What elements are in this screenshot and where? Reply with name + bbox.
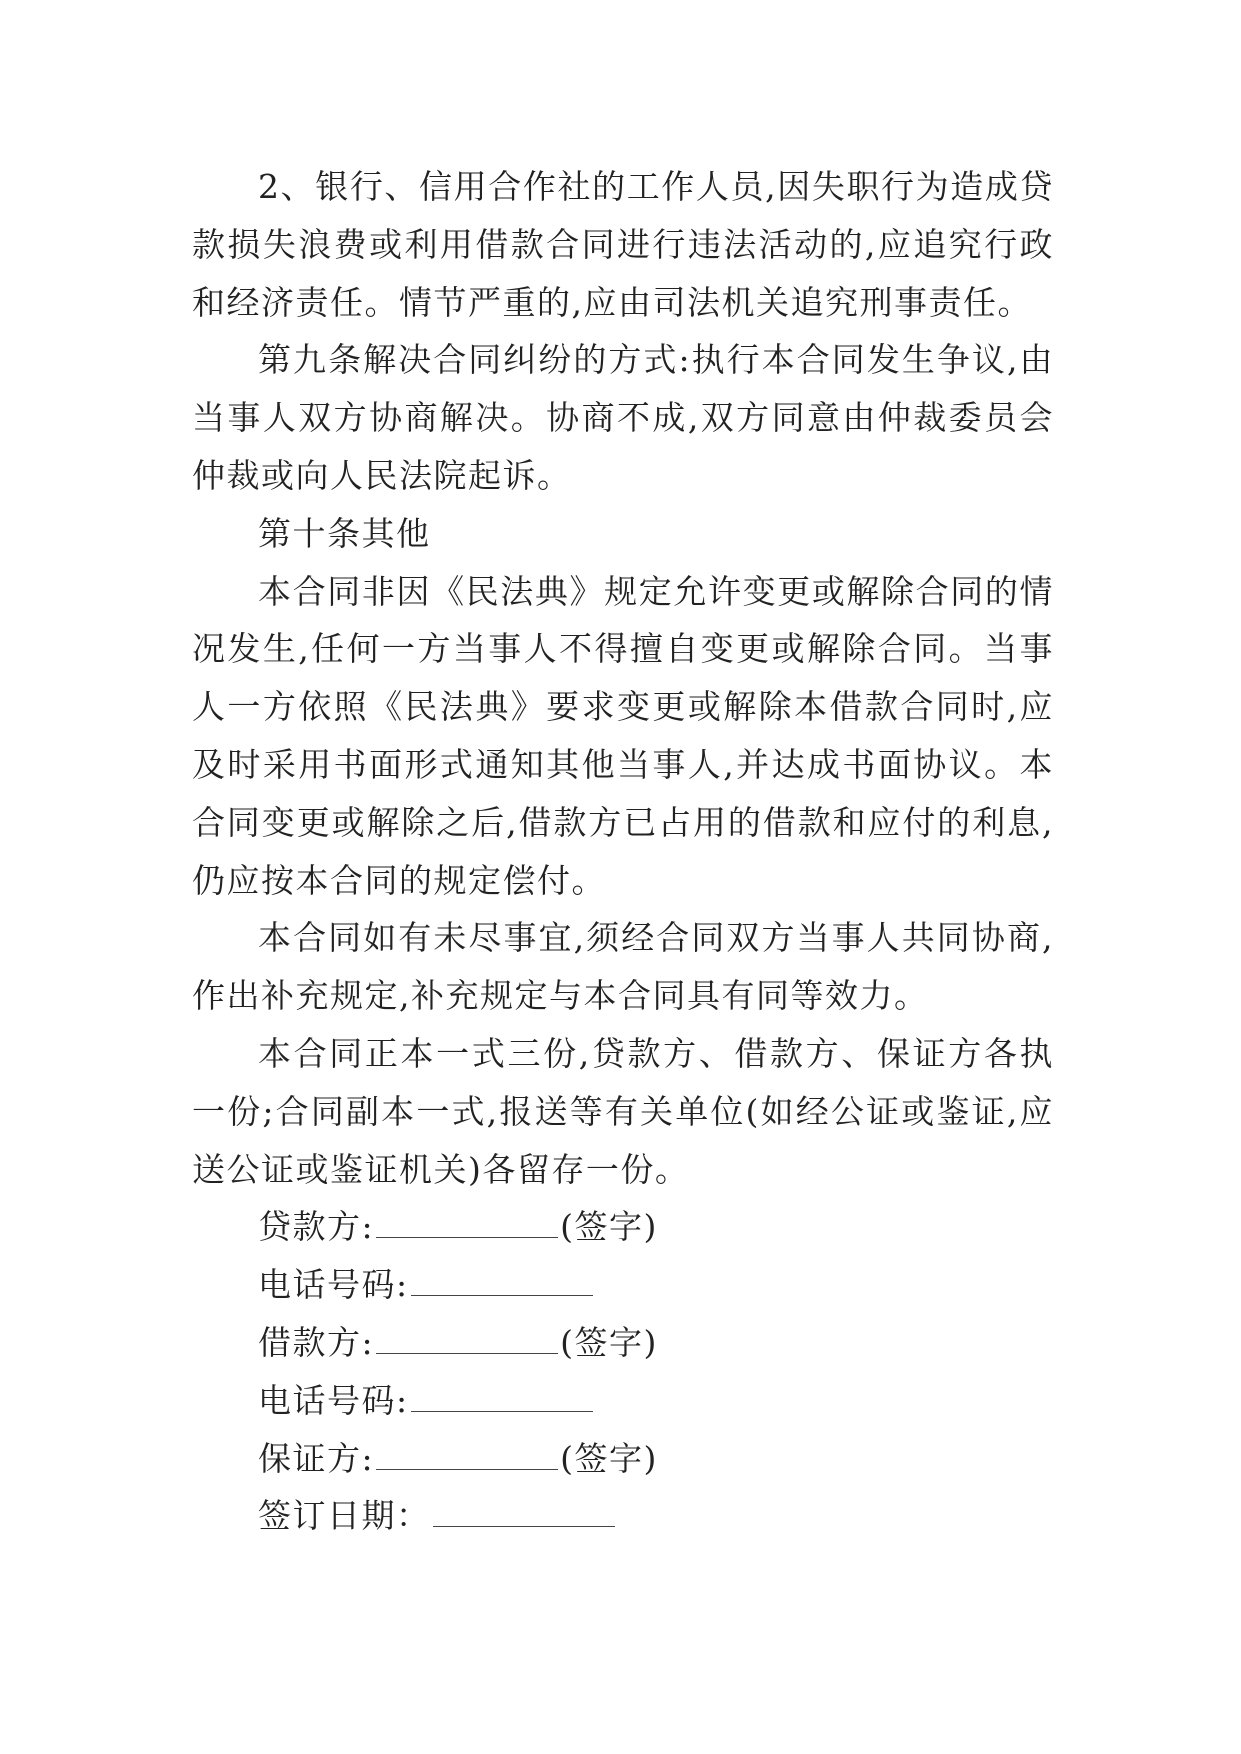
clause-paragraph-liability: 2、银行、信用合作社的工作人员,因失职行为造成贷款损失浪费或利用借款合同进行违法活动的,应追究行政和经济责任。情节严重的,应由司法机关追究刑事责任。 bbox=[192, 167, 1054, 322]
lender-signature-line bbox=[192, 1198, 1054, 1256]
clause-paragraph-supplement: 本合同如有未尽事宜,须经合同双方当事人共同协商,作出补充规定,补充规定与本合同具有同等效力。 bbox=[192, 918, 1054, 1016]
clause-paragraph-dispute: 第九条解决合同纠纷的方式:执行本合同发生争议,由当事人双方协商解决。协商不成,双方同意由仲裁委员会仲裁或向人民法院起诉。 bbox=[192, 340, 1054, 495]
guarantor-signature-blank[interactable] bbox=[376, 1445, 558, 1470]
borrower-signature-blank[interactable] bbox=[376, 1329, 558, 1354]
borrower-signature-line bbox=[192, 1314, 1054, 1372]
signing-date-label: 签订日期： bbox=[258, 1496, 431, 1536]
borrower-phone-line bbox=[192, 1372, 1054, 1430]
document-body bbox=[192, 158, 1054, 1545]
signing-date-line bbox=[192, 1487, 1054, 1545]
borrower-phone-label: 电话号码: bbox=[258, 1380, 409, 1420]
lender-phone-label: 电话号码: bbox=[258, 1265, 409, 1305]
lender-signature-blank[interactable] bbox=[376, 1213, 558, 1238]
signing-date-blank[interactable] bbox=[433, 1502, 615, 1527]
guarantor-sign-note: (签字) bbox=[560, 1438, 658, 1478]
borrower-sign-note: (签字) bbox=[560, 1322, 658, 1362]
borrower-label: 借款方: bbox=[258, 1322, 375, 1362]
lender-sign-note: (签字) bbox=[560, 1207, 658, 1247]
guarantor-label: 保证方: bbox=[258, 1438, 375, 1478]
lender-label: 贷款方: bbox=[258, 1207, 375, 1247]
lender-phone-line bbox=[192, 1256, 1054, 1314]
clause-heading-other: 第十条其他 bbox=[258, 513, 431, 553]
lender-phone-blank[interactable] bbox=[411, 1271, 593, 1296]
borrower-phone-blank[interactable] bbox=[411, 1387, 593, 1412]
guarantor-signature-line bbox=[192, 1430, 1054, 1488]
clause-paragraph-copies: 本合同正本一式三份,贷款方、借款方、保证方各执一份;合同副本一式,报送等有关单位(如经公证或鉴证,应送公证或鉴证机关)各留存一份。 bbox=[192, 1033, 1054, 1189]
clause-paragraph-modification: 本合同非因《民法典》规定允许变更或解除合同的情况发生,任何一方当事人不得擅自变更或解除合同。当事人一方依照《民法典》要求变更或解除本借款合同时,应及时采用书面形式通知其他当事人,并达成书面协议。本合同变更或解除之后,借款方已占用的借款和应付的利息,仍应按本合同的规定偿付。 bbox=[192, 571, 1054, 900]
